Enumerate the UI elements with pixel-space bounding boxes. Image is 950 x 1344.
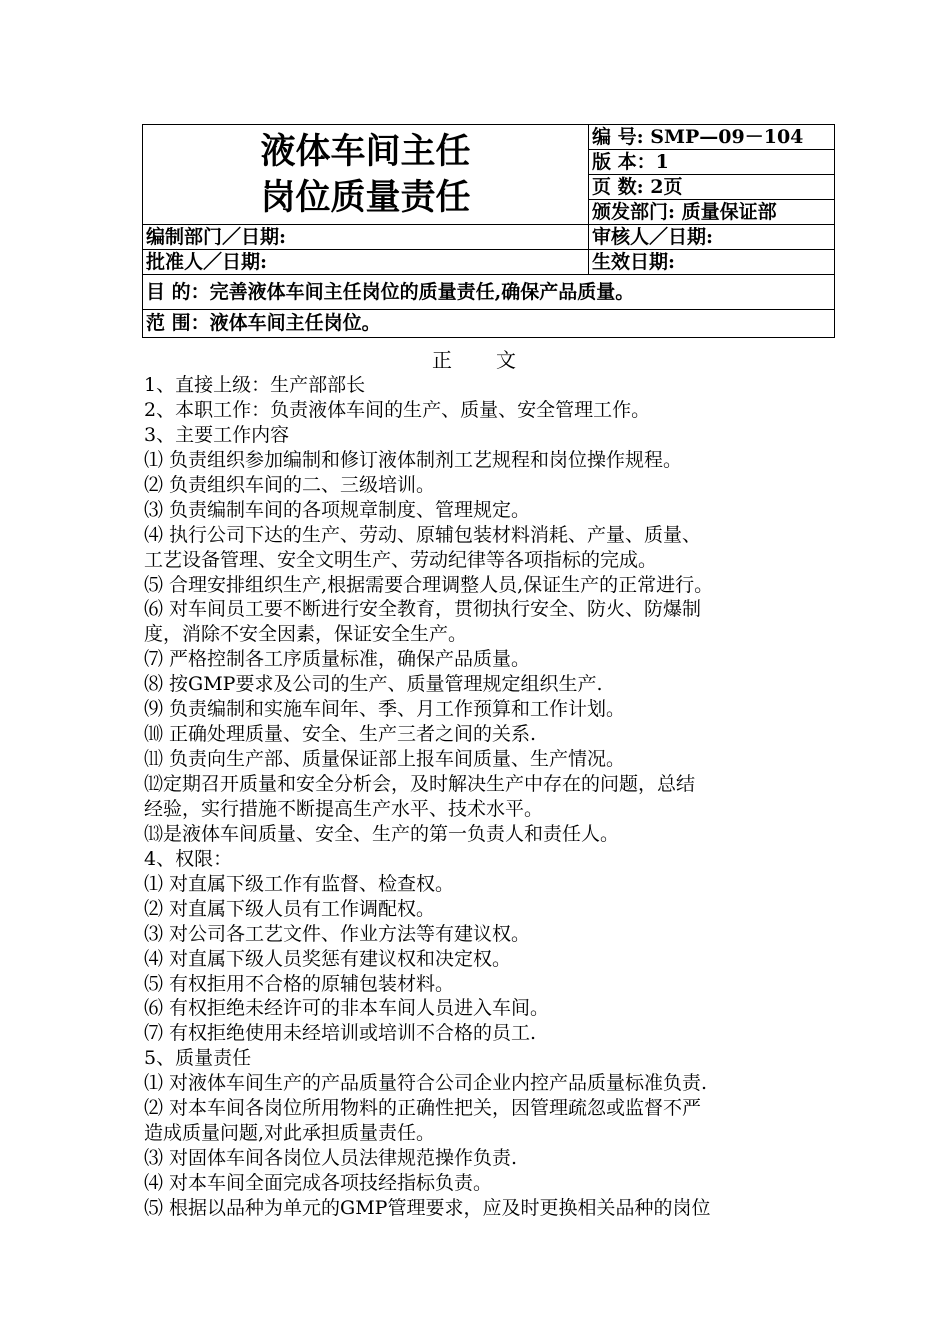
- purpose: 目 的：完善液体车间主任岗位的质量责任,确保产品质量。: [143, 275, 835, 310]
- compiler-date: 编制部门／日期:: [143, 225, 589, 250]
- body-line: ⑹ 对车间员工要不断进行安全教育，贯彻执行安全、防火、防爆制: [144, 598, 702, 621]
- issuing-department: 颁发部门: 质量保证部: [589, 200, 835, 225]
- body-line: ⑴ 对直属下级工作有监督、检查权。: [144, 872, 455, 895]
- body-line: ⑽ 正确处理质量、安全、生产三者之间的关系.: [144, 723, 537, 746]
- body-line: ⑸ 合理安排组织生产,根据需要合理调整人员,保证生产的正常进行。: [144, 573, 714, 596]
- body-line: ⑶ 负责编制车间的各项规章制度、管理规定。: [144, 498, 531, 521]
- effective-date: 生效日期:: [589, 250, 835, 275]
- title-line-2: 岗位质量责任: [260, 176, 471, 218]
- body-text: [144, 373, 834, 1221]
- approver-date: 批准人／日期:: [143, 250, 589, 275]
- body-line: ⑸ 有权拒用不合格的原辅包装材料。: [144, 972, 455, 995]
- header-table: [142, 124, 835, 338]
- body-line: ⑺ 有权拒绝使用未经培训或培训不合格的员工.: [144, 1022, 537, 1045]
- version: 版 本：1: [589, 150, 835, 175]
- body-line: ⒀是液体车间质量、安全、生产的第一负责人和责任人。: [144, 822, 620, 845]
- title-line-1: 液体车间主任: [260, 130, 471, 172]
- body-line: ⑹ 有权拒绝未经许可的非本车间人员进入车间。: [144, 997, 550, 1020]
- body-line: ⑷ 对直属下级人员奖惩有建议权和决定权。: [144, 947, 512, 970]
- body-line: 1、直接上级：生产部部长: [144, 374, 366, 396]
- body-line: ⑻ 按GMP要求及公司的生产、质量管理规定组织生产.: [144, 673, 603, 696]
- body-line: ⑾ 负责向生产部、质量保证部上报车间质量、生产情况。: [144, 748, 626, 771]
- body-line: ⑴ 负责组织参加编制和修订液体制剂工艺规程和岗位操作规程。: [144, 448, 683, 471]
- body-line: ⑶ 对公司各工艺文件、作业方法等有建议权。: [144, 922, 531, 945]
- body-line: ⑶ 对固体车间各岗位人员法律规范操作负责.: [144, 1147, 518, 1170]
- body-line: ⑵ 对本车间各岗位所用物料的正确性把关，因管理疏忽或监督不严: [144, 1097, 702, 1120]
- body-line: 度，消除不安全因素，保证安全生产。: [144, 623, 468, 646]
- body-line: 3、主要工作内容: [144, 423, 290, 446]
- body-line: ⑼ 负责编制和实施车间年、季、月工作预算和工作计划。: [144, 698, 626, 721]
- doc-number: 编 号: SMP—09－104: [589, 125, 835, 150]
- body-line: ⑷ 对本车间全面完成各项技经指标负责。: [144, 1172, 493, 1194]
- document-title: [143, 125, 589, 225]
- body-line: ⑷ 执行公司下达的生产、劳动、原辅包装材料消耗、产量、质量、: [144, 523, 702, 546]
- scope: 范 围：液体车间主任岗位。: [143, 310, 835, 338]
- body-line: 造成质量问题,对此承担质量责任。: [144, 1122, 436, 1145]
- body-line: 5、质量责任: [144, 1047, 252, 1070]
- body-line: ⑸ 根据以品种为单元的GMP管理要求，应及时更换相关品种的岗位: [144, 1196, 711, 1219]
- body-line: 4、权限：: [144, 847, 233, 870]
- body-line: ⑴ 对液体车间生产的产品质量符合公司企业内控产品质量标准负责.: [144, 1072, 708, 1095]
- body-line: 经验，实行措施不断提高生产水平、技术水平。: [144, 797, 544, 820]
- body-line: 工艺设备管理、安全文明生产、劳动纪律等各项指标的完成。: [144, 548, 658, 571]
- body-line: ⑿定期召开质量和安全分析会，及时解决生产中存在的问题，总结: [144, 773, 696, 795]
- body-heading: 正文: [432, 348, 560, 372]
- body-line: 2、本职工作：负责液体车间的生产、质量、安全管理工作。: [144, 398, 651, 421]
- body-line: ⑵ 负责组织车间的二、三级培训。: [144, 473, 436, 496]
- page-count: 页 数: 2页: [589, 175, 835, 200]
- body-line: ⑵ 对直属下级人员有工作调配权。: [144, 897, 436, 920]
- reviewer-date: 审核人／日期:: [589, 225, 835, 250]
- body-line: ⑺ 严格控制各工序质量标准，确保产品质量。: [144, 648, 531, 671]
